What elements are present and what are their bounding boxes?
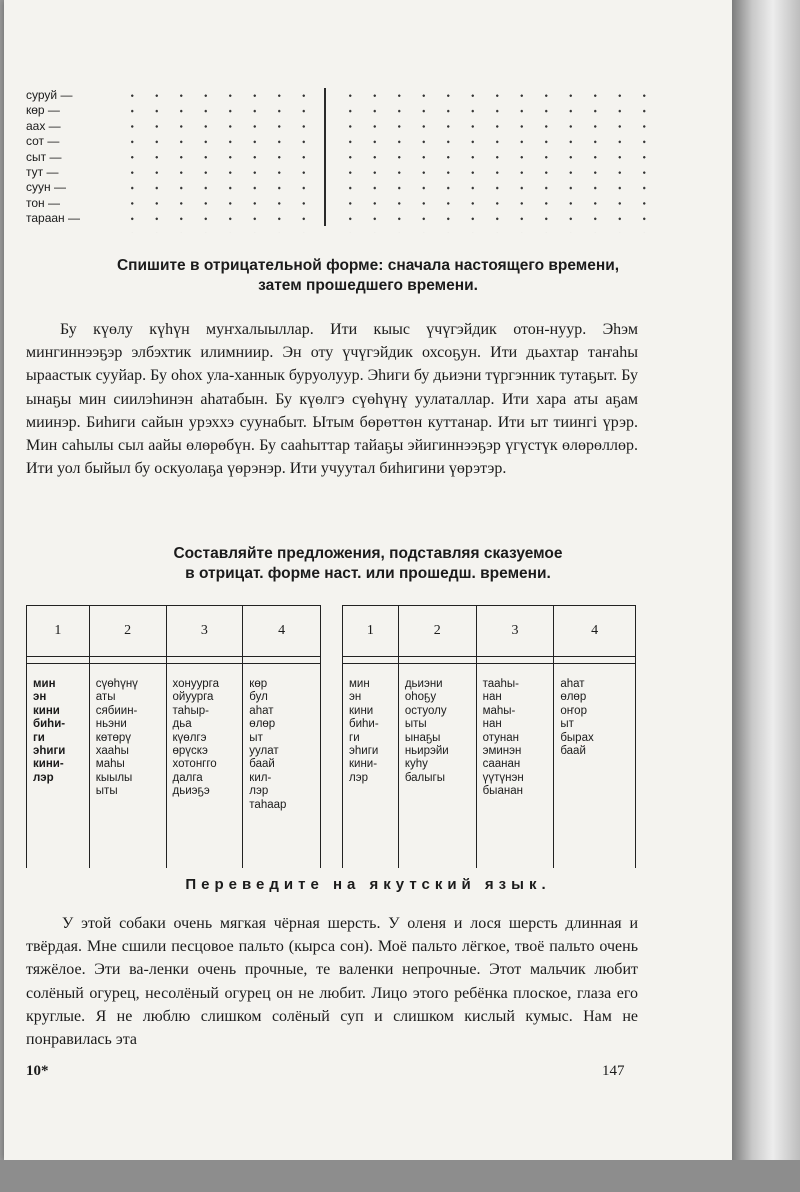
table-cell-word: биһи- (33, 718, 66, 731)
table-cell-word: нан (482, 718, 502, 731)
exercise-heading-translate: Переведите на якутский язык. (185, 876, 551, 893)
drill-verb: тараан — (26, 211, 81, 226)
drill-verb: суруй — (26, 88, 73, 102)
drill-verb-list (26, 88, 126, 227)
table-column (476, 664, 554, 869)
drill-verb: сот — (26, 134, 60, 149)
table-header: 2 (398, 606, 476, 657)
table-column (166, 664, 243, 869)
word-table-right (342, 605, 636, 868)
heading-line: Спишите в отрицательной форме: сначала настоящего времени, (116, 257, 620, 274)
table-cell-word: өлөр (249, 718, 276, 731)
word-table-left (26, 605, 321, 868)
table-column (89, 664, 166, 869)
drill-verb: суун — (26, 180, 66, 195)
table-header: 4 (243, 606, 321, 657)
column-divider (324, 88, 326, 226)
exercise-heading-compose-sentences (4, 544, 732, 584)
table-cell-word: лэр (249, 785, 269, 798)
table-cell-word: эн (349, 691, 362, 704)
table-cell-word: дьиэни (404, 678, 443, 690)
table-cell-word: лэр (349, 771, 368, 784)
drill-verb: аах — (26, 118, 61, 133)
table-header: 1 (343, 606, 399, 657)
table-cell-word: кини (33, 704, 60, 717)
table-cell-word: көр (249, 678, 268, 690)
heading-line: Составляйте предложения, подставляя сказуемое (173, 545, 563, 562)
table-cell-word: үүтүнэн (482, 771, 524, 784)
dot-leaders-right (334, 88, 652, 233)
table-cell-word: ыт (249, 731, 263, 744)
table-cell-word: кини (349, 704, 374, 717)
table-cell-word: дьиэҕэ (172, 785, 210, 798)
drill-verb: тут — (26, 164, 59, 179)
table-cell-word: хонуурга (172, 678, 219, 690)
table-cell-word: таһаар (249, 798, 287, 811)
table-cell-word: аты (95, 691, 116, 704)
table-column (554, 664, 636, 869)
scan-bottom-margin (0, 1160, 800, 1192)
book-page (4, 0, 732, 1160)
table-column (243, 664, 321, 869)
exercise-text-russian: У этой собаки очень мягкая чёрная шерсть. У оленя и лося шерсть длинная и твёрдая. Мне сшили песцовое пальто (кырса сон). Моё пальто лёгкое, твоё пальто очень тяжёлое. Эти ва-ленки очень прочные, те валенки непрочные. Этот мальчик любит солёный огурец, несолёный огурец он не любит. Лицо этого ребёнка плоское, глаза его круглые. Я не люблю слишком солёный суп и слишком кислый кумыс. Нам не понравилась эта (26, 915, 638, 1049)
drill-verb: көр — (26, 103, 60, 118)
conjugation-drill (24, 88, 644, 233)
table-header: 3 (476, 606, 554, 657)
table-cell-word: кини- (33, 758, 64, 771)
table-cell-word: хотонгго (172, 758, 217, 771)
table-cell-word: ньирэйи (404, 745, 449, 758)
table-cell-word: кил- (249, 771, 272, 784)
table-cell-word: оҥор (560, 704, 587, 717)
table-cell-word: биһи- (349, 718, 379, 731)
drill-verb: сыт — (26, 149, 62, 164)
table-cell-word: эн (33, 691, 47, 704)
table-header: 2 (89, 606, 166, 657)
table-cell-word: өлөр (560, 691, 587, 704)
table-cell-word: таһыр- (172, 704, 209, 717)
table-cell-word: маһы (95, 758, 125, 771)
table-cell-word: кыылы (95, 771, 133, 784)
table-header: 1 (27, 606, 90, 657)
table-cell-word: тааһы- (482, 678, 520, 690)
table-cell-word: нан (482, 691, 502, 704)
drill-verb: тон — (26, 195, 60, 210)
table-cell-word: бырах (560, 731, 594, 744)
table-cell-word: эһиги (33, 745, 66, 758)
heading-line: в отрицат. форме наст. или прошедш. времени. (185, 565, 551, 582)
table-cell-word: ыты (404, 718, 427, 731)
table-cell-word: эһиги (349, 745, 379, 758)
table-cell-word: сябиин- (95, 704, 138, 717)
table-cell-word: эминэн (482, 745, 522, 758)
table-cell-word: аһат (249, 704, 274, 717)
table-cell-word: дьа (172, 718, 192, 731)
table-cell-word: аһат (560, 678, 585, 690)
table-cell-word: күөлгэ (172, 731, 207, 744)
page-edge-shadow (732, 0, 800, 1192)
table-cell-word: баай (249, 758, 275, 771)
table-cell-word: бул (249, 691, 268, 704)
table-column (27, 664, 90, 869)
table-cell-word: мин (349, 678, 370, 690)
table-cell-word: ыты (95, 785, 118, 798)
table-cell-word: саанан (482, 758, 521, 771)
heading-line: затем прошедшего времени. (258, 277, 478, 294)
table-cell-word: быанан (482, 785, 523, 798)
table-cell-word: балыгы (404, 771, 445, 784)
table-cell-word: баай (560, 745, 586, 758)
table-cell-word: ньэни (95, 718, 127, 731)
table-cell-word: уулат (249, 745, 279, 758)
exercise-text-yakut: Бу күөлу күһүн муҥхалыыллар. Ити кыыс үчүгэйдик отон-нуур. Эһэм мингиннээҕэр элбэхтик илимниир. Эн оту үчүгэйдик охсоҕун. Ити дьахтар таҥаһы ыраастык сууйар. Бу оһох ула-ханнык буруолуур. Эһиги бу дьиэни түргэнник тутаҕыт. Бу ынаҕы мин сиилэһинэн аһатабын. Бу күөлгэ сүөһүнү уулаталлар. Ити хара аты аҕам миинэр. Биһиги сайын урэххэ суунабыт. Ытым бөрөттөн куттанар. Ити ыт тиингi үрэр. Мин саһылы сыл аайы өлөрөбүн. Бу сааһыттар тайаҕы эйигиннээҕэр үгүстүк өлөрөллөр. Ити уол быйыл бу оскуолаҕа үөрэнэр. Ити учуутал биһигини үөрэтэр. (26, 321, 638, 478)
table-cell-word: лэр (33, 771, 54, 784)
table-cell-word: ойуурга (172, 691, 214, 704)
table-cell-word: кини- (349, 758, 378, 771)
table-cell-word: отунан (482, 731, 519, 744)
table-cell-word: ги (349, 731, 360, 744)
table-cell-word: көтөрү (95, 731, 132, 744)
page-number: 147 (602, 1063, 625, 1079)
table-cell-word: ги (33, 731, 45, 744)
table-cell-word: ынаҕы (404, 731, 441, 744)
table-cell-word: куһу (404, 758, 428, 771)
table-header: 4 (554, 606, 636, 657)
table-cell-word: ыт (560, 718, 574, 731)
table-header: 3 (166, 606, 243, 657)
table-column (343, 664, 399, 869)
exercise-heading-negative-form (4, 256, 732, 296)
table-cell-word: хааһы (95, 745, 129, 758)
table-cell-word: өрүскэ (172, 745, 208, 758)
table-column (398, 664, 476, 869)
table-cell-word: маһы- (482, 704, 516, 717)
dot-leaders-left (116, 88, 316, 233)
table-cell-word: далга (172, 771, 203, 784)
table-cell-word: остуолу (404, 704, 447, 717)
table-cell-word: мин (33, 678, 56, 690)
signature-mark: 10* (26, 1063, 49, 1079)
table-cell-word: сүөһүнү (95, 678, 138, 690)
table-cell-word: оһоҕу (404, 691, 437, 704)
